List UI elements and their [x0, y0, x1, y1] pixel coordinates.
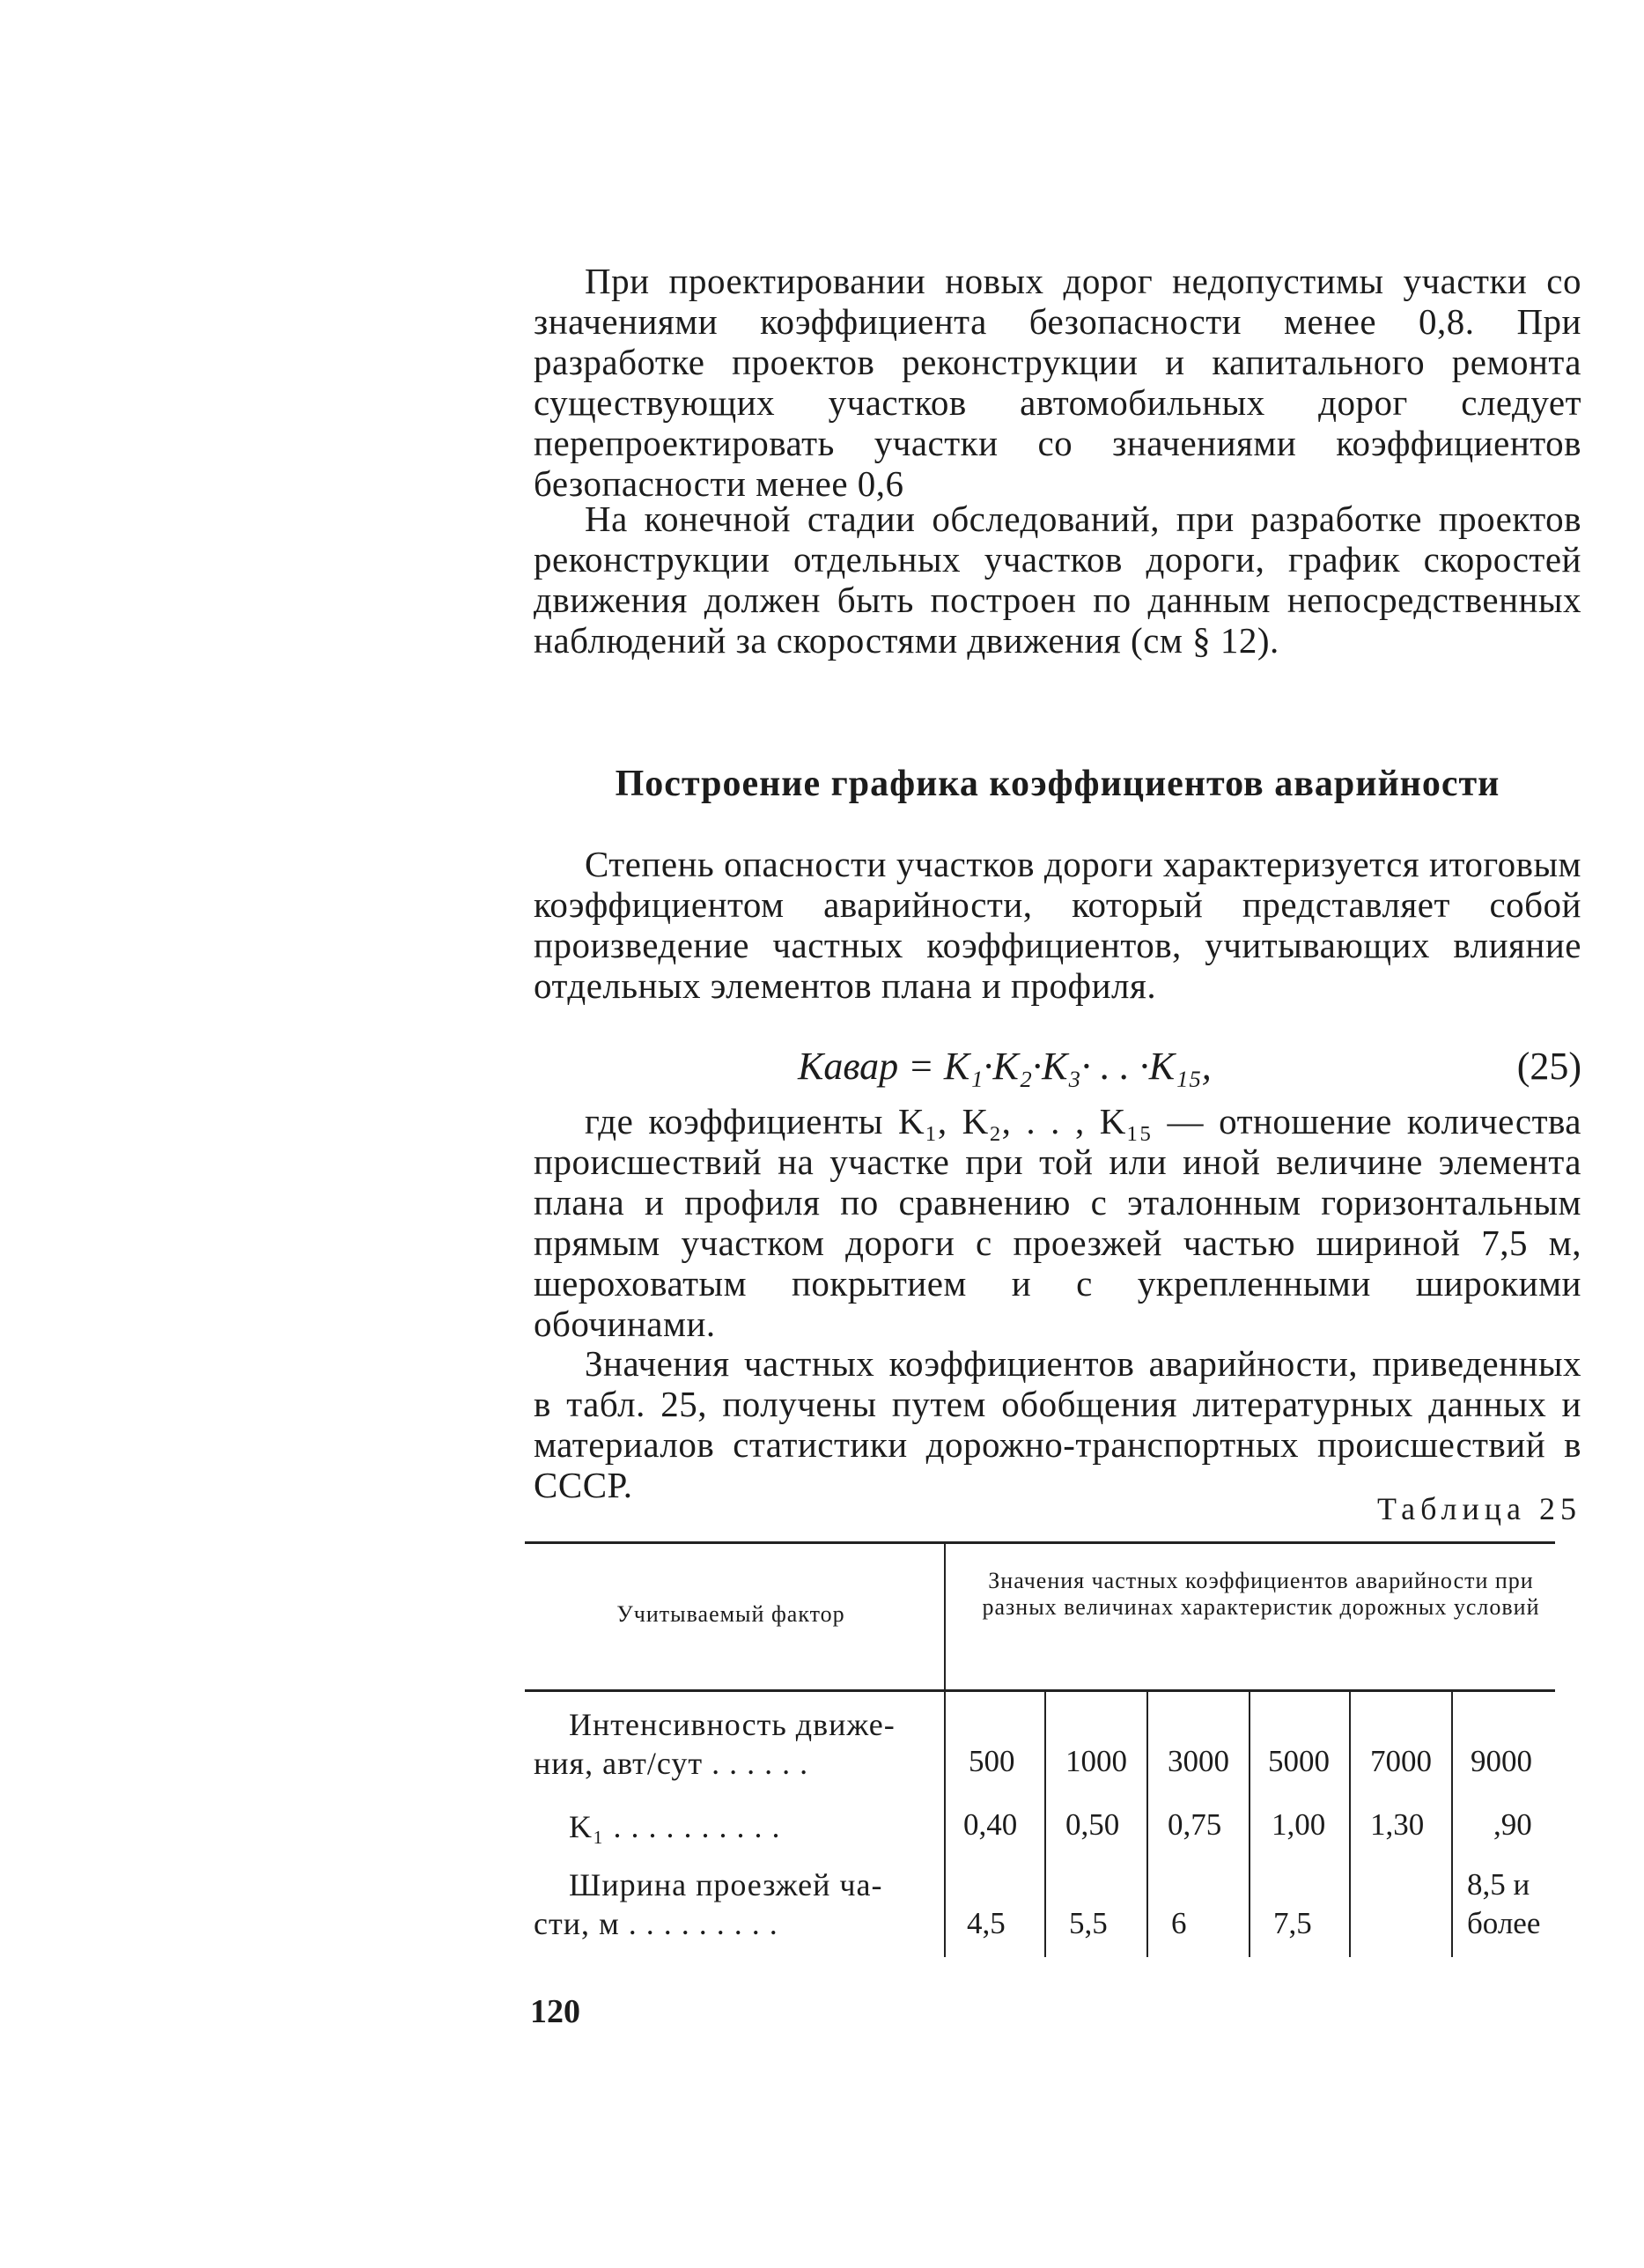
table-header-factor: Учитываемый фактор — [616, 1601, 845, 1627]
paragraph-text: где коэффициенты K₁, K₂, . . , K₁₅ — отношение количества происшествий на участке при той или иной величине элемента плана и профиля по сравнению с эталонным горизонтальным прямым участком дороги с проезжей частью шириной 7,5 м, шероховатым покрытием и с укрепленными широкими обочинами. — [534, 1101, 1581, 1344]
table-cell: 7000 — [1370, 1744, 1432, 1778]
table-cell: 500 — [969, 1744, 1015, 1778]
table-header-rule — [525, 1689, 1555, 1692]
table-column-divider — [1349, 1691, 1351, 1957]
table-cell: 7,5 — [1273, 1906, 1312, 1940]
table-column-divider — [1146, 1691, 1148, 1957]
table-cell: 6 — [1171, 1906, 1187, 1940]
paragraph-text: На конечной стадии обследований, при разработке проектов реконструкции отдельных участков дороги, график скоростей движения должен быть построен по данным непосредственных наблюдений за скоростями движения (см § 12). — [534, 499, 1581, 661]
paragraph-1 — [534, 261, 1581, 504]
row-label-line: сти, м . . . . . . . . . — [534, 1906, 778, 1941]
paragraph-5 — [534, 1343, 1581, 1505]
table-header-values: Значения частных коэффициентов аварийности при разных величинах характеристик дорожных условий — [982, 1568, 1540, 1620]
table-column-divider — [944, 1543, 946, 1957]
paragraph-text: При проектировании новых дорог недопустимы участки со значениями коэффициента безопасности менее 0,8. При разработке проектов реконструкции и капитального ремонта существующих участков автомобильных дорог следует перепроектировать участки со значениями коэффициентов безопасности менее 0,6 — [534, 261, 1581, 504]
page-number: 120 — [530, 1993, 580, 2030]
paragraph-4 — [534, 1101, 1581, 1344]
paragraph-2 — [534, 499, 1581, 661]
table-cell: 9000 — [1471, 1744, 1532, 1778]
paragraph-3 — [534, 844, 1581, 1006]
table-cell: ,90 — [1493, 1807, 1532, 1842]
table-column-divider — [1451, 1691, 1453, 1957]
row-label-line: Ширина проезжей ча- — [569, 1867, 883, 1902]
table-row-label: K₁ . . . . . . . . . . — [569, 1809, 781, 1844]
formula-25 — [534, 1044, 1581, 1097]
table-top-rule — [525, 1541, 1555, 1544]
table-row-label — [534, 1865, 883, 1943]
table-row-label — [534, 1705, 896, 1783]
table-cell: 0,40 — [963, 1807, 1018, 1842]
table-cell: 5,5 — [1069, 1906, 1108, 1940]
table-cell: 5000 — [1268, 1744, 1330, 1778]
table-cell: 4,5 — [967, 1906, 1006, 1940]
table-column-divider — [1044, 1691, 1046, 1957]
paragraph-text: Степень опасности участков дороги характеризуется итоговым коэффициентом аварийности, который представляет собой произведение частных коэффициентов, учитывающих влияние отдельных элементов плана и профиля. — [534, 844, 1581, 1006]
formula-number: (25) — [1516, 1045, 1581, 1088]
row-label-line: Интенсивность движе- — [569, 1707, 896, 1742]
formula-expression: Kавар = K₁·K₂·K₃· . . ·K₁₅, — [798, 1045, 1212, 1088]
table-cell — [1467, 1865, 1540, 1943]
table-column-divider — [1249, 1691, 1250, 1957]
table-cell: 0,50 — [1065, 1807, 1120, 1842]
cell-line: более — [1467, 1906, 1541, 1940]
paragraph-text: Значения частных коэффициентов аварийности, приведенных в табл. 25, получены путем обобщения литературных данных и материалов статистики дорожно-транспортных происшествий в СССР. — [534, 1343, 1581, 1505]
table-cell: 0,75 — [1168, 1807, 1222, 1842]
table-cell: 1000 — [1065, 1744, 1127, 1778]
table-caption: Таблица 25 — [1377, 1491, 1581, 1526]
row-label-line: ния, авт/сут . . . . . . — [534, 1746, 809, 1781]
table-cell: 3000 — [1168, 1744, 1229, 1778]
section-heading: Построение графика коэффициентов аварийности — [615, 764, 1500, 804]
table-cell: 1,30 — [1370, 1807, 1425, 1842]
cell-line: 8,5 и — [1467, 1867, 1530, 1902]
table-cell: 1,00 — [1272, 1807, 1326, 1842]
